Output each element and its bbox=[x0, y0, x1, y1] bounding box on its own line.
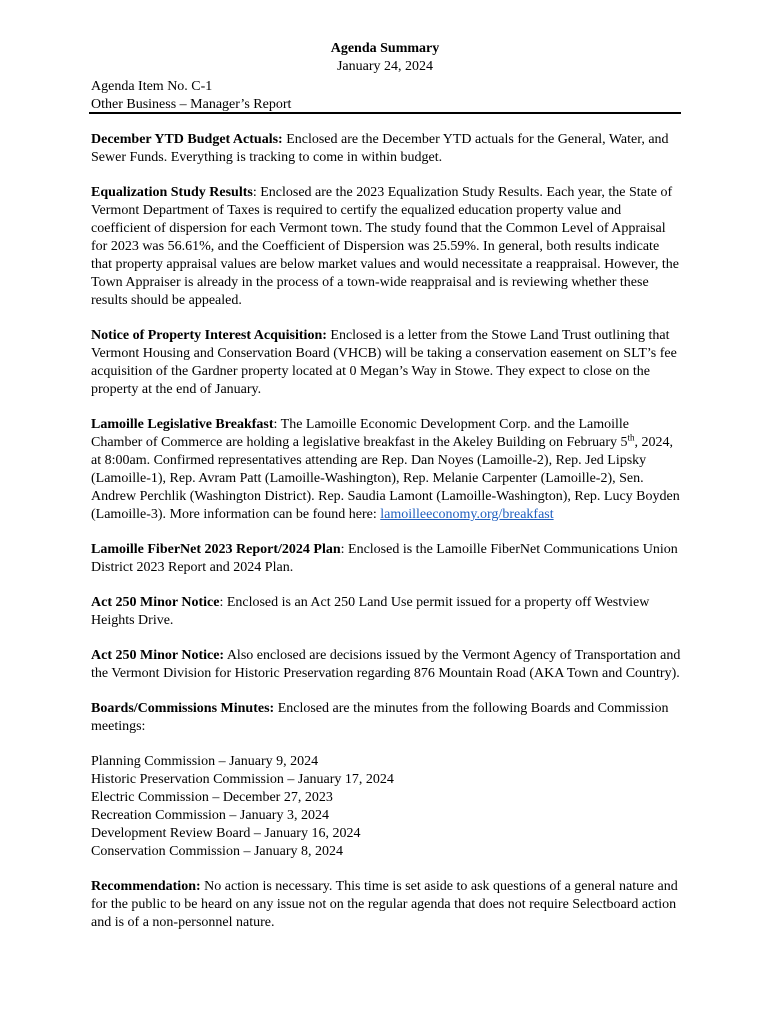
list-item: Planning Commission – January 9, 2024 bbox=[91, 754, 319, 769]
minutes-paragraph bbox=[91, 700, 683, 736]
list-item: Electric Commission – December 27, 2023 bbox=[91, 790, 333, 805]
fibernet-paragraph bbox=[91, 541, 683, 577]
list-item: Recreation Commission – January 3, 2024 bbox=[91, 808, 329, 823]
property-paragraph bbox=[91, 327, 683, 399]
fibernet-heading: Lamoille FiberNet 2023 Report/2024 Plan bbox=[91, 542, 341, 557]
document-body bbox=[91, 131, 683, 949]
breakfast-paragraph bbox=[91, 416, 683, 524]
fibernet-text: : Enclosed is the Lamoille FiberNet Communications Union District 2023 Report and 2024 Plan. bbox=[91, 542, 678, 575]
breakfast-text-after: , 2024, at 8:00am. Confirmed representatives attending are Rep. Dan Noyes (Lamoille-2), Rep. Jed Lipsky (Lamoille-1), Rep. Avram Patt (Lamoille-Washington), Rep. Melanie Carpenter (Lamoille-2), Sen. Andrew Perchlik (Washington District). Rep. Saudia Lamont (Lamoille-Washington), Rep. Lucy Boyden (Lamoille-3). More information can be found here: bbox=[91, 435, 680, 522]
equalization-text: : Enclosed are the 2023 Equalization Study Results. Each year, the State of Vermont Department of Taxes is required to certify the equalized education property value and coefficient of dispersion for each Vermont town. The study found that the Common Level of Appraisal for 2023 was 56.61%, and the Coefficient of Dispersion was 25.59%. In general, both results indicate that property appraisal values are below market values and would necessitate a reappraisal. However, the Town Appraiser is already in the process of a town-wide reappraisal and is reviewing whether these results should be appealed. bbox=[91, 185, 679, 308]
ordinal-suffix: th bbox=[627, 432, 635, 443]
agenda-item-block bbox=[91, 78, 681, 114]
budget-paragraph bbox=[91, 131, 683, 167]
recommendation-heading: Recommendation: bbox=[91, 879, 201, 894]
list-item: Historic Preservation Commission – January 17, 2024 bbox=[91, 772, 394, 787]
minutes-list bbox=[91, 753, 683, 861]
act250-decisions-text: Also enclosed are decisions issued by the Vermont Agency of Transportation and the Vermont Division for Historic Preservation regarding 876 Mountain Road (AKA Town and Country). bbox=[91, 648, 681, 681]
act250-permit-paragraph bbox=[91, 594, 683, 630]
act250-decisions-heading: Act 250 Minor Notice: bbox=[91, 648, 225, 663]
agenda-item-number: Agenda Item No. C-1 bbox=[91, 79, 213, 94]
act250-decisions-paragraph bbox=[91, 647, 683, 683]
equalization-heading: Equalization Study Results bbox=[91, 185, 253, 200]
property-heading: Notice of Property Interest Acquisition: bbox=[91, 328, 327, 343]
breakfast-link[interactable]: lamoilleeconomy.org/breakfast bbox=[380, 507, 554, 522]
minutes-text: Enclosed are the minutes from the following Boards and Commission meetings: bbox=[91, 701, 669, 734]
document-title: Agenda Summary bbox=[330, 41, 440, 56]
act250-permit-heading: Act 250 Minor Notice bbox=[91, 595, 220, 610]
budget-heading: December YTD Budget Actuals: bbox=[91, 132, 283, 147]
list-item: Development Review Board – January 16, 2024 bbox=[91, 826, 361, 841]
act250-permit-text: : Enclosed is an Act 250 Land Use permit issued for a property off Westview Heights Drive. bbox=[91, 595, 650, 628]
equalization-paragraph bbox=[91, 184, 683, 310]
list-item: Conservation Commission – January 8, 2024 bbox=[91, 844, 343, 859]
meeting-date: January 24, 2024 bbox=[336, 59, 434, 74]
document-header bbox=[0, 40, 770, 76]
agenda-item-subject: Other Business – Manager’s Report bbox=[91, 97, 292, 112]
header-divider bbox=[89, 112, 681, 114]
minutes-heading: Boards/Commissions Minutes: bbox=[91, 701, 275, 716]
breakfast-text-before: : The Lamoille Economic Development Corp. and the Lamoille Chamber of Commerce are holding a legislative breakfast in the Akeley Building on February 5 bbox=[91, 417, 629, 450]
recommendation-paragraph bbox=[91, 878, 683, 932]
recommendation-text: No action is necessary. This time is set aside to ask questions of a general nature and for the public to be heard on any issue not on the regular agenda that does not require Selectboard action and is of a non-personnel nature. bbox=[91, 879, 678, 930]
breakfast-heading: Lamoille Legislative Breakfast bbox=[91, 417, 274, 432]
budget-text: Enclosed are the December YTD actuals for the General, Water, and Sewer Funds. Everything is tracking to come in within budget. bbox=[91, 132, 669, 165]
property-text: Enclosed is a letter from the Stowe Land Trust outlining that Vermont Housing and Conservation Board (VHCB) will be taking a conservation easement on SLT’s fee acquisition of the Gardner property located at 0 Megan’s Way in Stowe. They expect to close on the property at the end of January. bbox=[91, 328, 677, 397]
